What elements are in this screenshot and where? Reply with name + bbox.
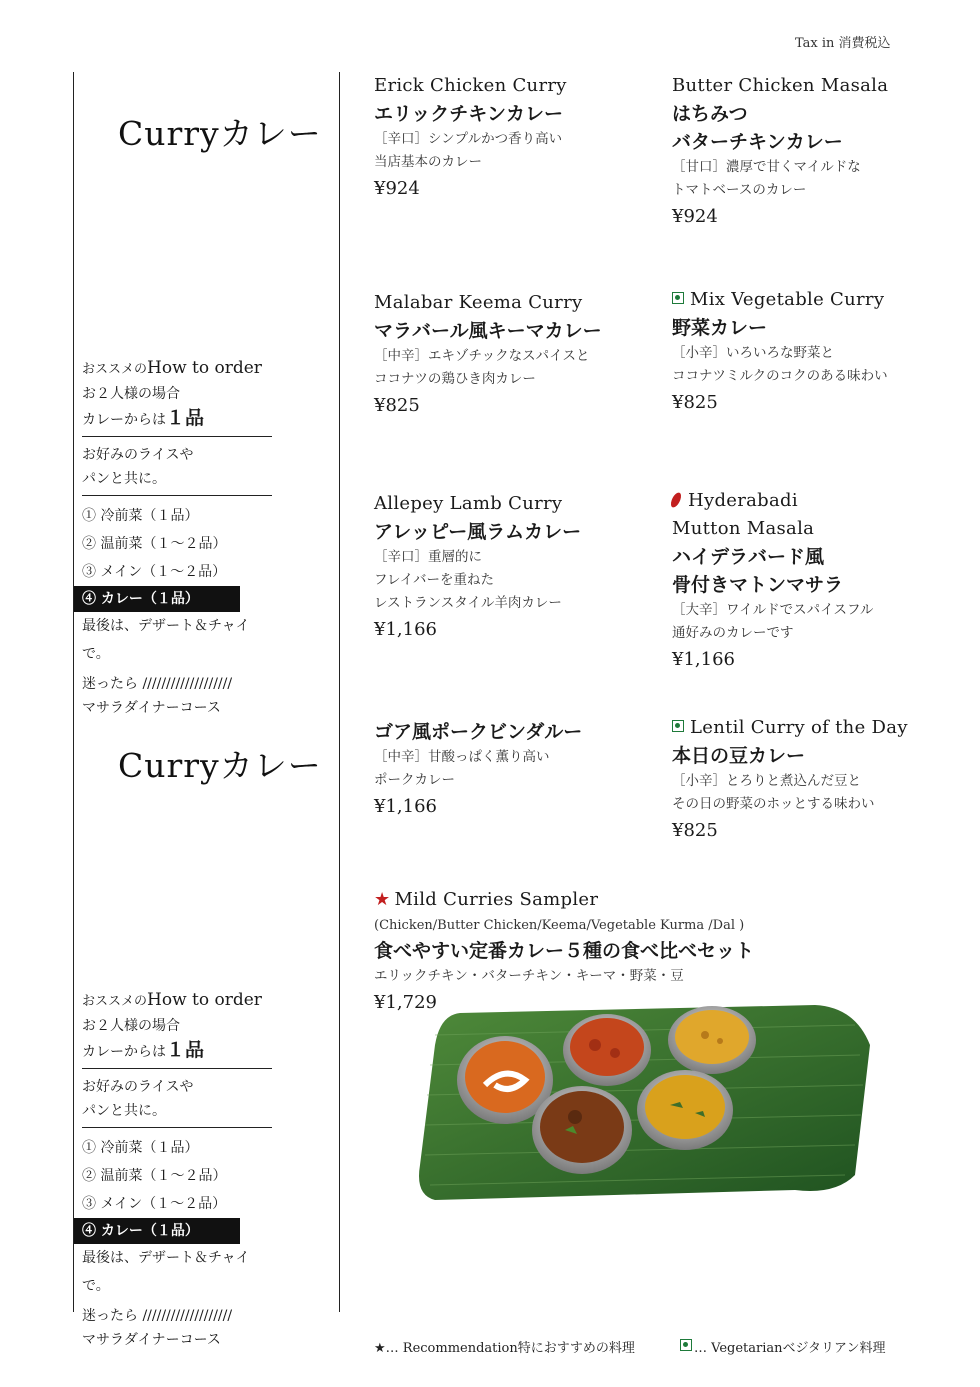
item-name-en: Lentil Curry of the Day (672, 714, 972, 742)
section-title-1: Curryカレー (118, 114, 322, 153)
chili-icon (670, 491, 683, 509)
tax-note: Tax in 消費税込 (795, 36, 891, 51)
item-name-ja: はちみつ (672, 103, 748, 125)
howto-line: パンと共に。 (82, 471, 166, 487)
item-price: ¥1,729 (374, 992, 437, 1013)
item-desc: トマトベースのカレー (672, 182, 807, 198)
item-name-ja: 本日の豆カレー (672, 745, 806, 767)
item-price: ¥924 (374, 178, 420, 199)
left-rule (73, 72, 74, 1312)
step-1: ① 冷前菜（１品） (82, 1140, 199, 1156)
item-name-ja: アレッピー風ラムカレー (374, 521, 582, 543)
step-4-highlight: ④ カレー（１品） (74, 586, 240, 612)
step-1: ① 冷前菜（１品） (82, 508, 199, 524)
item-name-en-2: Mutton Masala (672, 518, 815, 539)
item-price: ¥924 (672, 206, 718, 227)
item-desc: 通好みのカレーです (672, 625, 794, 641)
item-desc: 当店基本のカレー (374, 154, 482, 170)
howto-line: お２人様の場合 (82, 386, 180, 402)
item-desc: フレイバーを重ねた (374, 572, 495, 588)
step-2: ② 温前菜（１〜２品） (82, 536, 227, 552)
item-name-ja: 野菜カレー (672, 317, 768, 339)
bowl-keema (532, 1086, 632, 1174)
item-name-ja: ハイデラバード風 (672, 546, 825, 568)
vegetarian-icon (672, 720, 684, 732)
item-name-en: Erick Chicken Curry (374, 75, 567, 96)
howto-line: お２人様の場合 (82, 1018, 180, 1034)
step-3: ③ メイン（１〜２品） (82, 1196, 227, 1212)
item-name-ja: エリックチキンカレー (374, 103, 564, 125)
item-name-en: Allepey Lamb Curry (374, 493, 563, 514)
item-desc: ポークカレー (374, 772, 455, 788)
item-desc: レストランスタイル羊肉カレー (374, 595, 562, 611)
center-rule (339, 72, 340, 1312)
item-desc: その日の野菜のホッとする味わい (672, 796, 875, 812)
divider (82, 1127, 272, 1128)
howto-last: 最後は、デザート＆チャイで。 (82, 1250, 250, 1294)
vegetarian-icon (680, 1339, 692, 1351)
divider (82, 436, 272, 437)
menu-item-mix-vegetable (672, 286, 972, 418)
item-price: ¥825 (374, 395, 420, 416)
divider (82, 1068, 272, 1069)
item-name-ja: マラバール風キーマカレー (374, 320, 602, 342)
item-price: ¥825 (672, 392, 718, 413)
item-name-ja: ゴア風ポークビンダルー (374, 721, 583, 743)
item-price: ¥1,166 (374, 619, 437, 640)
step-4-highlight: ④ カレー（１品） (74, 1218, 240, 1244)
item-name-en: Malabar Keema Curry (374, 292, 583, 313)
menu-item-allepey-lamb (374, 490, 674, 645)
menu-item-malabar-keema (374, 289, 674, 421)
howto-heading: おススメのHow to order (82, 990, 262, 1010)
item-name-en: ★ Mild Curries Sampler (374, 889, 599, 910)
legend-recommendation: ★… Recommendation特におすすめの料理 (374, 1341, 635, 1356)
legend-vegetarian: … Vegetarianベジタリアン料理 (680, 1337, 885, 1356)
item-name-ja: バターチキンカレー (672, 131, 843, 153)
item-name-en: Butter Chicken Masala (672, 75, 889, 96)
menu-item-goa-pork (374, 718, 674, 822)
section-title-2: Curryカレー (118, 746, 322, 785)
menu-item-lentil-curry (672, 714, 972, 846)
item-sub: (Chicken/Butter Chicken/Keema/Vegetable Kurma /Dal ) (374, 918, 745, 933)
item-desc: エリックチキン・バターチキン・キーマ・野菜・豆 (374, 968, 684, 984)
item-name-ja: 食べやすい定番カレー５種の食べ比べセット (374, 940, 755, 962)
item-desc: ［大辛］ワイルドでスパイスフル (672, 602, 874, 618)
howto-line: お好みのライスや (82, 1079, 194, 1095)
howto-heading: おススメのHow to order (82, 358, 262, 378)
bowl-chicken (563, 1014, 651, 1086)
howto-line: パンと共に。 (82, 1103, 166, 1119)
bowl-vegetable-kurma (637, 1070, 733, 1150)
howto-course: マサラダイナーコース (82, 1332, 221, 1348)
step-3: ③ メイン（１〜２品） (82, 564, 227, 580)
item-desc: ココナツミルクのコクのある味わい (672, 368, 888, 384)
item-price: ¥1,166 (374, 796, 437, 817)
item-desc: ［小辛］とろりと煮込んだ豆と (672, 773, 861, 789)
menu-item-sampler (374, 886, 934, 1018)
item-desc: ［小辛］いろいろな野菜と (672, 345, 834, 361)
vegetarian-icon (672, 292, 684, 304)
item-desc: ［辛口］重層的に (374, 549, 482, 565)
item-name-en: Mix Vegetable Curry (672, 286, 972, 314)
item-desc: ［中辛］エキゾチックなスパイスと (374, 348, 590, 364)
divider (82, 495, 272, 496)
bowl-dal (668, 1006, 756, 1074)
how-to-order-2 (82, 988, 272, 1352)
star-icon: ★ (374, 889, 391, 910)
howto-lost: 迷ったら /////////////////// (82, 676, 233, 692)
item-price: ¥825 (672, 820, 718, 841)
menu-item-hyderabadi-mutton (672, 487, 972, 675)
curry-photo (415, 1005, 875, 1205)
item-price: ¥1,166 (672, 649, 735, 670)
item-desc: ココナツの鶏ひき肉カレー (374, 371, 536, 387)
menu-item-erick-chicken (374, 72, 674, 204)
howto-line: カレーからは１品 (82, 1039, 205, 1061)
howto-line: カレーからは１品 (82, 407, 205, 429)
item-name-en: Hyderabadi (672, 487, 972, 515)
howto-course: マサラダイナーコース (82, 700, 221, 716)
howto-lost: 迷ったら /////////////////// (82, 1308, 233, 1324)
howto-line: お好みのライスや (82, 447, 194, 463)
menu-item-butter-chicken (672, 72, 972, 232)
item-desc: ［辛口］シンプルかつ香り高い (374, 131, 563, 147)
item-desc: ［甘口］濃厚で甘くマイルドな (672, 159, 861, 175)
howto-last: 最後は、デザート＆チャイで。 (82, 618, 250, 662)
step-2: ② 温前菜（１〜２品） (82, 1168, 227, 1184)
item-desc: ［中辛］甘酸っぱく薫り高い (374, 749, 550, 765)
how-to-order-1 (82, 356, 272, 720)
item-name-ja: 骨付きマトンマサラ (672, 574, 844, 596)
